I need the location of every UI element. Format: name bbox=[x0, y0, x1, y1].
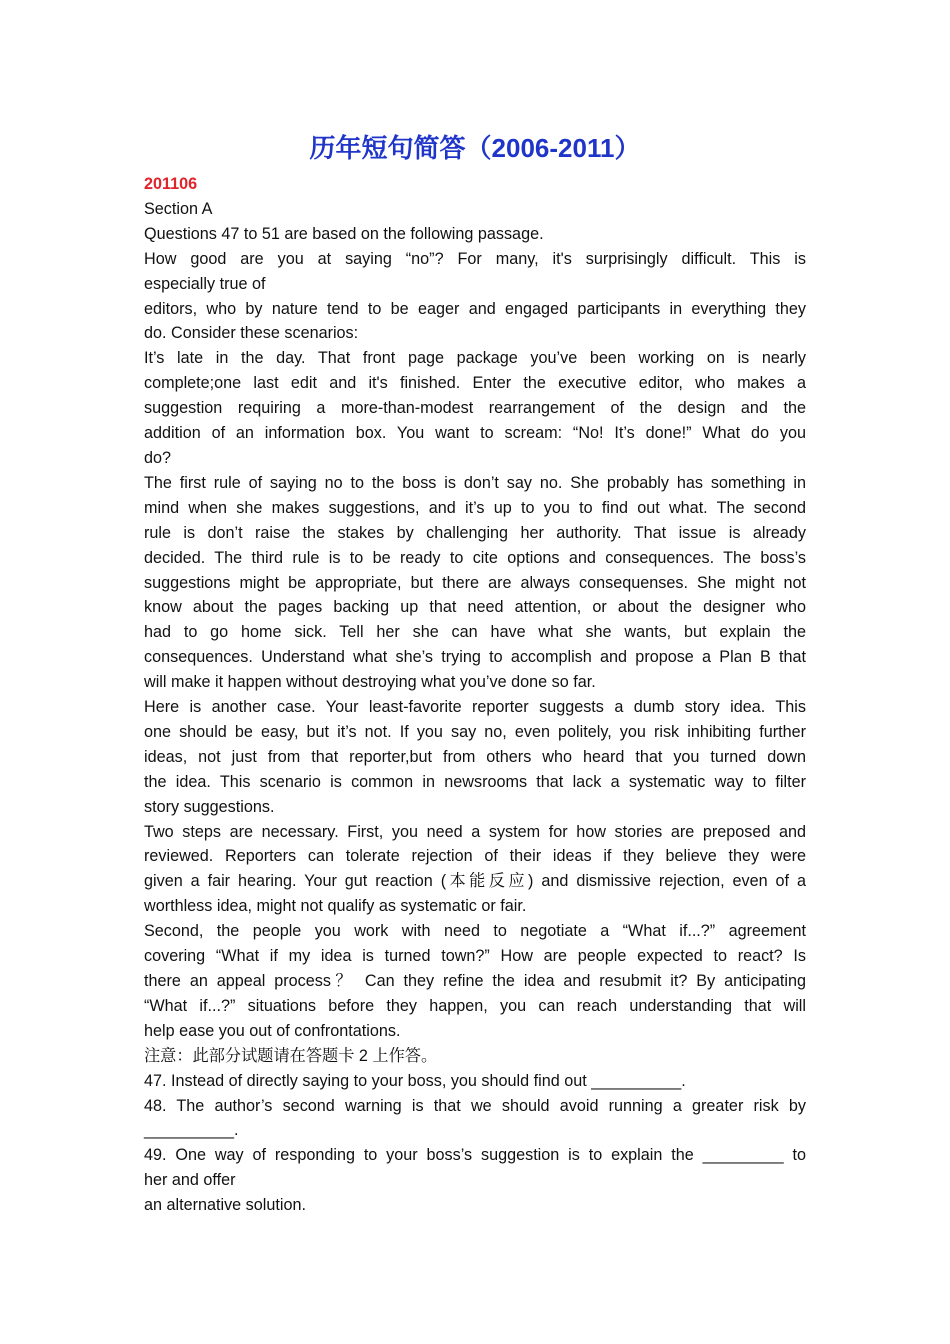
text-line: 注意：此部分试题请在答题卡 2 上作答。 bbox=[144, 1046, 438, 1065]
text-line: decided. The third rule is to be ready to cite options and consequences. The boss’s bbox=[144, 548, 806, 567]
text-line: Questions 47 to 51 are based on the following passage. bbox=[144, 224, 544, 243]
text-line: The first rule of saying no to the boss is don’t say no. She probably has something in bbox=[144, 473, 806, 492]
text-line: one should be easy, but it’s not. If you say no, even politely, you risk inhibiting further bbox=[144, 722, 806, 741]
text-line: “What if...?” situations before they happen, you can reach understanding that will bbox=[144, 996, 806, 1015]
text-line: her and offer bbox=[144, 1171, 236, 1190]
text-line: know about the pages backing up that need attention, or about the designer who bbox=[144, 598, 806, 617]
text-line: Here is another case. Your least-favorite reporter suggests a dumb story idea. This bbox=[144, 698, 806, 717]
text-line: 48. The author’s second warning is that we should avoid running a greater risk by bbox=[144, 1096, 806, 1115]
text-line: Second, the people you work with need to negotiate a “What if...?” agreement bbox=[144, 922, 806, 941]
text-line: the idea. This scenario is common in newsrooms that lack a systematic way to filter bbox=[144, 772, 806, 791]
text-line: mind when she makes suggestions, and it’s up to you to find out what. The second bbox=[144, 498, 806, 517]
text-line: consequences. Understand what she’s trying to accomplish and propose a Plan B that bbox=[144, 648, 806, 667]
section-label: Section A bbox=[144, 199, 213, 218]
text-line: 47. Instead of directly saying to your boss, you should find out __________. bbox=[144, 1071, 686, 1090]
text-line: covering “What if my idea is turned town?” How are people expected to react? Is bbox=[144, 947, 806, 966]
text-line: given a fair hearing. Your gut reaction (本能反应) and dismissive rejection, even of a bbox=[144, 872, 806, 891]
text-line: Two steps are necessary. First, you need a system for how stories are preposed and bbox=[144, 822, 806, 841]
text-line: It’s late in the day. That front page package you’ve been working on is nearly bbox=[144, 349, 806, 368]
text-line: suggestions might be appropriate, but there are always consequenses. She might not bbox=[144, 573, 806, 592]
text-line: will make it happen without destroying what you’ve done so far. bbox=[144, 673, 596, 692]
text-line: do? bbox=[144, 448, 172, 467]
text-line: had to go home sick. Tell her she can have what she wants, but explain the bbox=[144, 623, 806, 642]
text-line: there an appeal process？ Can they refine the idea and resubmit it? By anticipating bbox=[144, 972, 806, 990]
text-line: ideas, not just from that reporter,but from others who heard that you turned down bbox=[144, 747, 806, 766]
text-line: do. Consider these scenarios: bbox=[144, 324, 359, 343]
page-title: 历年短句简答（2006-2011） bbox=[309, 133, 641, 163]
text-line: an alternative solution. bbox=[144, 1196, 306, 1215]
text-line: help ease you out of confrontations. bbox=[144, 1021, 401, 1040]
text-line: __________. bbox=[144, 1121, 239, 1140]
document-body bbox=[144, 172, 806, 1218]
text-line: addition of an information box. You want to scream: “No! It’s done!” What do you bbox=[144, 424, 806, 443]
text-line: rule is don’t raise the stakes by challenging her authority. That issue is already bbox=[144, 523, 806, 542]
text-line: How good are you at saying “no”? For many, it's surprisingly difficult. This is bbox=[144, 249, 806, 268]
text-line: reviewed. Reporters can tolerate rejection of their ideas if they believe they were bbox=[144, 847, 806, 866]
text-line: complete;one last edit and it's finished. Enter the executive editor, who makes a bbox=[144, 374, 806, 393]
text-line: 49. One way of responding to your boss’s suggestion is to explain the _________ to bbox=[144, 1146, 806, 1165]
text-line: worthless idea, might not qualify as systematic or fair. bbox=[144, 897, 527, 916]
text-line: editors, who by nature tend to be eager and engaged participants in everything they bbox=[144, 299, 806, 318]
section-code: 201106 bbox=[144, 175, 198, 193]
text-line: story suggestions. bbox=[144, 797, 275, 816]
text-line: suggestion requiring a more-than-modest rearrangement of the design and the bbox=[144, 399, 806, 418]
text-line: especially true of bbox=[144, 274, 266, 293]
